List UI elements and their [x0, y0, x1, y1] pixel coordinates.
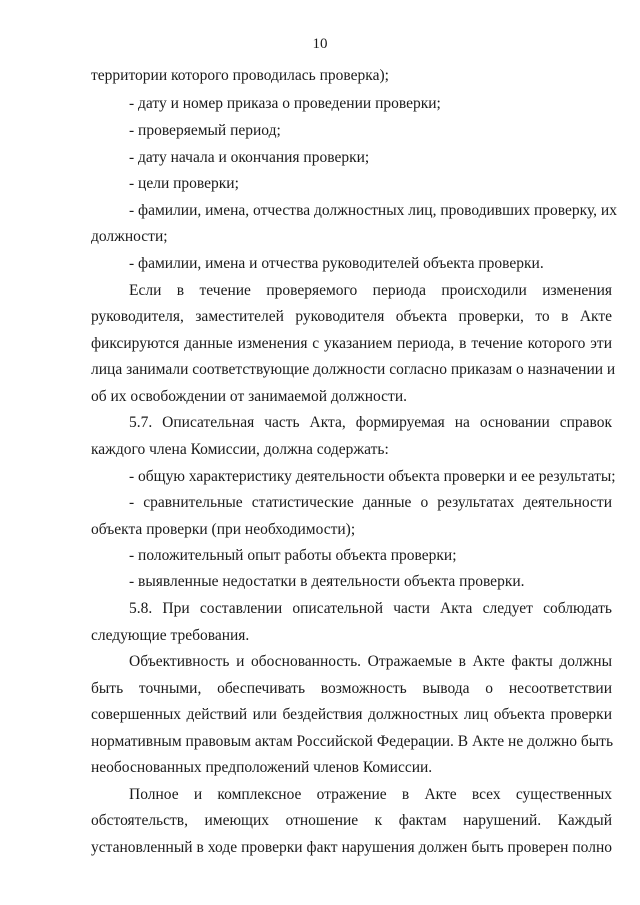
section-5-7-line: 5.7. Описательная часть Акта, формируемая на основании справок — [129, 414, 612, 431]
list-item: - дату начала и окончания проверки; — [129, 149, 370, 166]
paragraph-line: установленный в ходе проверки факт нарушения должен быть проверен полно — [91, 839, 612, 856]
text-line: объекта проверки (при необходимости); — [91, 521, 356, 538]
paragraph-line: нормативным правовым актам Российской Федерации. В Акте не должно быть — [91, 733, 614, 750]
paragraph-line: Полное и комплексное отражение в Акте всех существенных — [129, 786, 612, 803]
text-line: должности; — [91, 228, 168, 245]
paragraph-line: Объективность и обоснованность. Отражаемые в Акте факты должны — [129, 653, 612, 670]
list-item: - проверяемый период; — [129, 122, 281, 139]
list-item: - цели проверки; — [129, 175, 239, 192]
list-item: - фамилии, имена и отчества руководителей объекта проверки. — [129, 255, 544, 272]
list-item: - выявленные недостатки в деятельности объекта проверки. — [129, 573, 525, 590]
page-number: 10 — [312, 36, 328, 52]
text-line: территории которого проводилась проверка); — [91, 67, 389, 84]
paragraph-line: необоснованных предположений членов Комиссии. — [91, 759, 433, 776]
list-item: - положительный опыт работы объекта проверки; — [129, 547, 457, 564]
paragraph-line: обстоятельств, имеющих отношение к фактам нарушений. Каждый — [91, 812, 612, 829]
list-item: - общую характеристику деятельности объекта проверки и ее результаты; — [129, 468, 616, 485]
section-5-8-line: следующие требования. — [91, 627, 250, 644]
paragraph-line: руководителя, заместителей руководителя объекта проверки, то в Акте — [91, 308, 612, 325]
list-item: - сравнительные статистические данные о результатах деятельности — [129, 494, 612, 511]
list-item: - фамилии, имена, отчества должностных лиц, проводивших проверку, их — [129, 202, 617, 219]
paragraph-line: об их освобождении от занимаемой должности. — [91, 388, 408, 405]
paragraph-line: фиксируются данные изменения с указанием периода, в течение которого эти — [91, 335, 612, 352]
paragraph-line: совершенных действий или бездействия должностных лиц объекта проверки — [91, 706, 612, 723]
paragraph-line: лица занимали соответствующие должности согласно приказам о назначении и — [91, 361, 616, 378]
section-5-7-line: каждого члена Комиссии, должна содержать: — [91, 441, 389, 458]
list-item: - дату и номер приказа о проведении проверки; — [129, 95, 441, 112]
section-5-8-line: 5.8. При составлении описательной части Акта следует соблюдать — [129, 600, 612, 617]
paragraph-line: быть точными, обеспечивать возможность вывода о несоответствии — [91, 680, 612, 697]
paragraph-line: Если в течение проверяемого периода происходили изменения — [129, 282, 612, 299]
